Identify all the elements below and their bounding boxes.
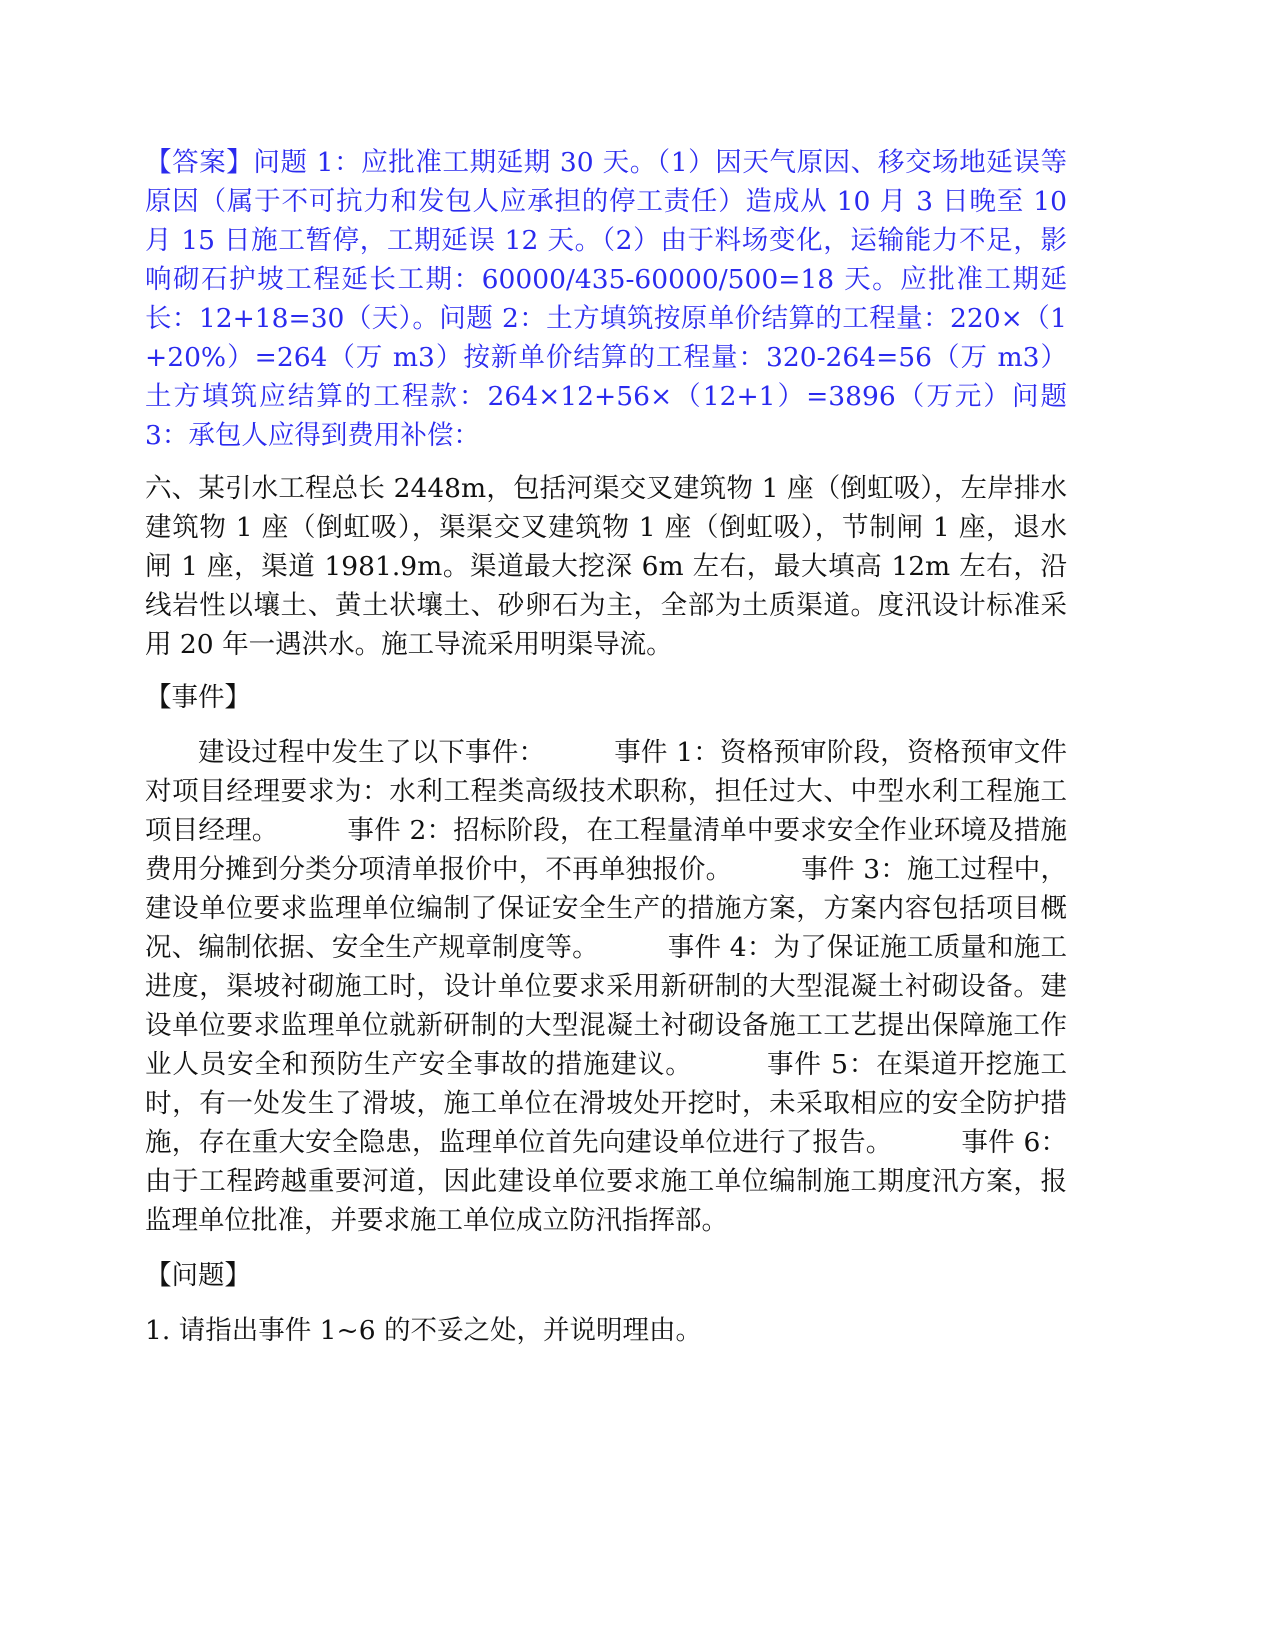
events-paragraph: 建设过程中发生了以下事件： 事件 1：资格预审阶段，资格预审文件对项目经理要求为：水利工程类高级技术职称，担任过大、中型水利工程施工项目经理。 事件 2：招标阶段，在工程量清单中要求安全作业环境及措施费用分摊到分类分项清单报价中，不再单独报价。 事件 3：施工过程中，建设单位要求监理单位编制了保证安全生产的措施方案，方案内容包括项目概况、编制依据、安全生产规章制度等。 事件 4：为了保证施工质量和施工进度，渠坡衬砌施工时，设计单位要求采用新研制的大型混凝土衬砌设备。建设单位要求监理单位就新研制的大型混凝土衬砌设备施工工艺提出保障施工作业人员安全和预防生产安全事故的措施建议。 事件 5：在渠道开挖施工时，有一处发生了滑坡，施工单位在滑坡处开挖时，未采取相应的安全防护措施，存在重大安全隐患，监理单位首先向建设单位进行了报告。 事件 6：由于工程跨越重要河道，因此建设单位要求施工单位编制施工期度汛方案，报监理单位批准，并要求施工单位成立防汛指挥部。 — [145, 737, 1067, 1236]
answer-paragraph: 【答案】问题 1：应批准工期延期 30 天。（1）因天气原因、移交场地延误等原因（属于不可抗力和发包人应承担的停工责任）造成从 10 月 3 日晚至 10 月 15 日施工暂停，工期延误 12 天。（2）由于料场变化，运输能力不足，影响砌石护坡工程延长工期：60000/435-60000/500=18 天。应批准工期延长：12+18=30（天）。问题 2：土方填筑按原单价结算的工程量：220×（1+20%）=264（万 m3）按新单价结算的工程量：320-264=56（万 m3）土方填筑应结算的工程款：264×12+56×（12+1）=3896（万元）问题 3：承包人应得到费用补偿： — [145, 147, 1067, 451]
questions-heading: 【问题】 — [145, 1260, 251, 1291]
question-six-paragraph: 六、某引水工程总长 2448m，包括河渠交叉建筑物 1 座（倒虹吸），左岸排水建筑物 1 座（倒虹吸），渠渠交叉建筑物 1 座（倒虹吸），节制闸 1 座，退水闸 1 座，渠道 1981.9m。渠道最大挖深 6m 左右，最大填高 12m 左右，沿线岩性以壤土、黄土状壤土、砂卵石为主，全部为土质渠道。度汛设计标准采用 20 年一遇洪水。施工导流采用明渠导流。 — [145, 473, 1067, 660]
events-heading: 【事件】 — [145, 682, 251, 713]
document-page — [145, 143, 1067, 1350]
question-item-1: 1. 请指出事件 1~6 的不妥之处，并说明理由。 — [145, 1315, 702, 1346]
